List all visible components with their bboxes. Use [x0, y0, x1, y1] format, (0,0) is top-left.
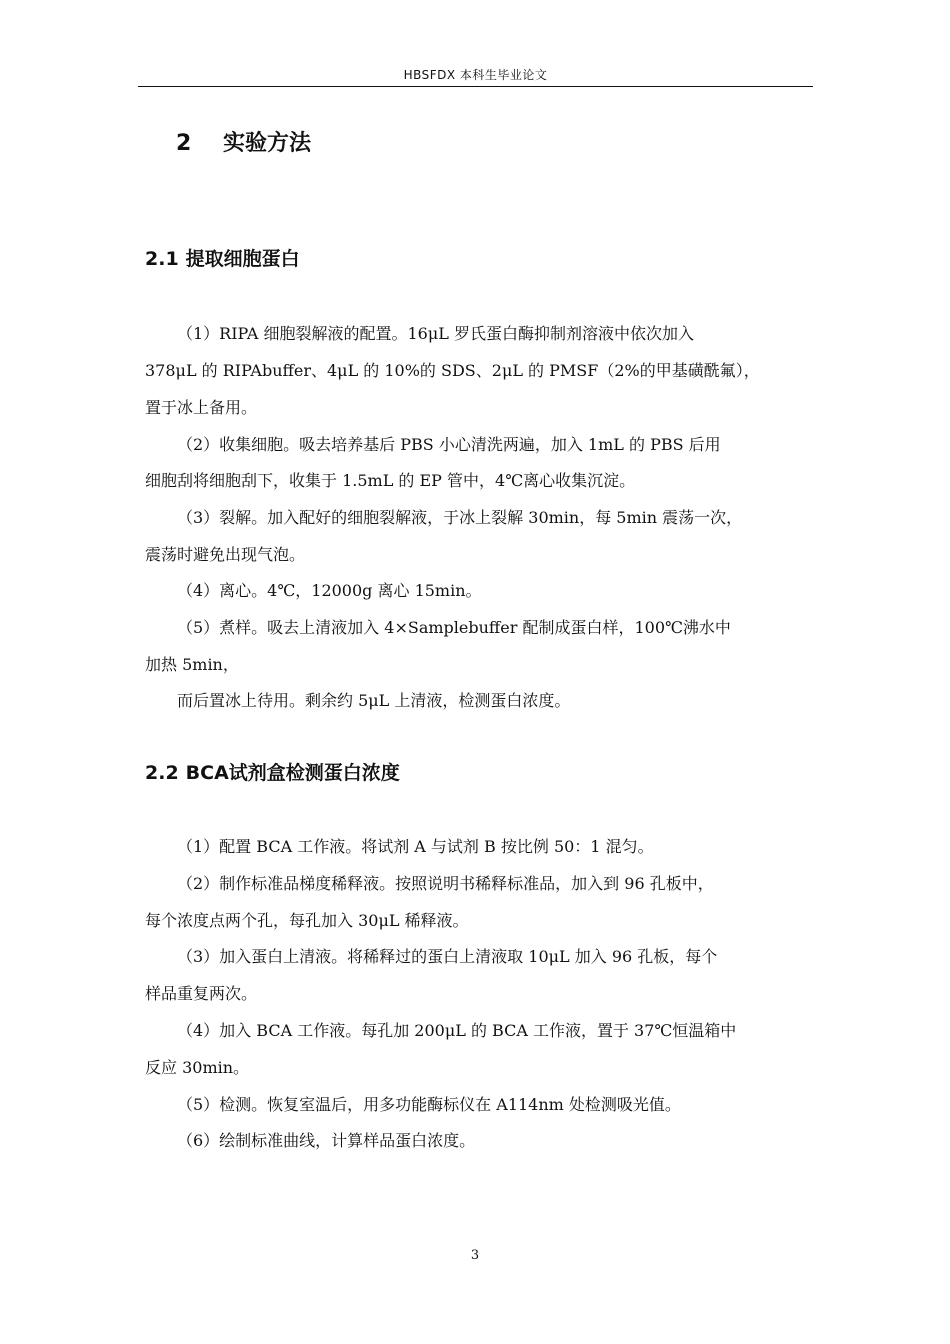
- paragraph-line: 震荡时避免出现气泡。: [145, 545, 306, 564]
- page-number: 3: [470, 1248, 480, 1263]
- chapter-number: 2: [176, 131, 192, 156]
- paragraph-line: 378μL 的 RIPAbuffer、4μL 的 10%的 SDS、2μL 的 PMSF（2%的甲基磺酰氟），: [145, 361, 760, 380]
- paragraph-line: 而后置冰上待用。剩余约 5μL 上清液，检测蛋白浓度。: [177, 691, 571, 710]
- section-number: 2.1: [145, 248, 179, 270]
- chapter-title: 实验方法: [223, 131, 312, 156]
- section-number: 2.2: [145, 762, 179, 784]
- section-title: BCA试剂盒检测蛋白浓度: [185, 762, 400, 784]
- paragraph-line: 加热 5min，: [145, 655, 239, 674]
- paragraph-line: （2）制作标准品梯度稀释液。按照说明书稀释标准品，加入到 96 孔板中，: [177, 874, 714, 893]
- paragraph-line: （2）收集细胞。吸去培养基后 PBS 小心清洗两遍，加入 1mL 的 PBS 后用: [177, 435, 721, 454]
- paragraph-line: （1）配置 BCA 工作液。将试剂 A 与试剂 B 按比例 50：1 混匀。: [177, 837, 654, 856]
- section-heading-2-2: [145, 758, 400, 785]
- paragraph-line: （5）煮样。吸去上清液加入 4×Samplebuffer 配制成蛋白样，100℃沸水中: [177, 618, 731, 637]
- chapter-heading: [176, 126, 311, 157]
- paragraph-line: 细胞刮将细胞刮下，收集于 1.5mL 的 EP 管中，4℃离心收集沉淀。: [145, 471, 636, 490]
- paragraph-line: 反应 30min。: [145, 1058, 250, 1077]
- paragraph-line: （1）RIPA 细胞裂解液的配置。16μL 罗氏蛋白酶抑制剂溶液中依次加入: [177, 324, 694, 343]
- paragraph-line: 每个浓度点两个孔，每孔加入 30μL 稀释液。: [145, 911, 469, 930]
- paragraph-line: 置于冰上备用。: [145, 398, 258, 417]
- paragraph-line: （5）检测。恢复室温后，用多功能酶标仪在 A114nm 处检测吸光值。: [177, 1095, 681, 1114]
- section-title: 提取细胞蛋白: [185, 248, 300, 270]
- paragraph-line: （3）加入蛋白上清液。将稀释过的蛋白上清液取 10μL 加入 96 孔板，每个: [177, 947, 718, 966]
- paragraph-line: （4）加入 BCA 工作液。每孔加 200μL 的 BCA 工作液，置于 37℃恒温箱中: [177, 1021, 737, 1040]
- paragraph-line: （4）离心。4℃，12000g 离心 15min。: [177, 581, 482, 600]
- section-heading-2-1: [145, 244, 300, 271]
- paragraph-line: （6）绘制标准曲线，计算样品蛋白浓度。: [177, 1131, 476, 1150]
- paragraph-line: 样品重复两次。: [145, 984, 258, 1003]
- paragraph-line: （3）裂解。加入配好的细胞裂解液，于冰上裂解 30min，每 5min 震荡一次，: [177, 508, 743, 527]
- running-header: HBSFDX 本科生毕业论文: [403, 68, 548, 82]
- header-rule: [138, 86, 813, 87]
